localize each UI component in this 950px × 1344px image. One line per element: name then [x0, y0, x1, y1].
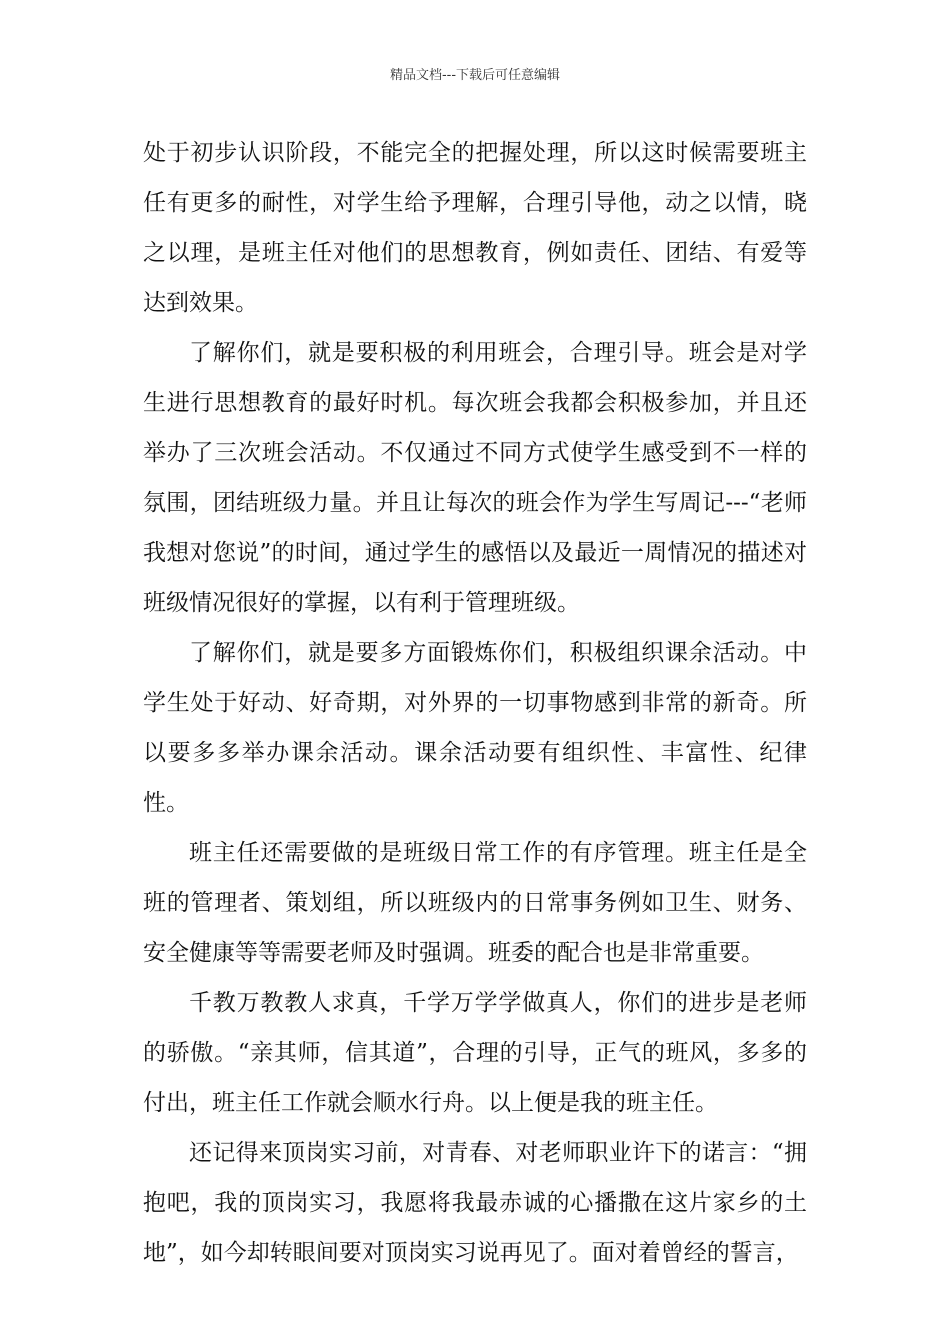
paragraph-5: 千教万教教人求真，千学万学学做真人，你们的进步是老师的骄傲。“亲其师，信其道”，合理的引导，正气的班风，多多的付出，班主任工作就会顺水行舟。以上便是我的班主任。 — [143, 990, 807, 1116]
paragraph-3: 了解你们，就是要多方面锻炼你们，积极组织课余活动。中学生处于好动、好奇期，对外界的一切事物感到非常的新奇。所以要多多举办课余活动。课余活动要有组织性、丰富性、纪律性。 — [143, 640, 807, 816]
page-header: 精品文档---下载后可任意编辑 — [389, 68, 561, 83]
paragraph-4: 班主任还需要做的是班级日常工作的有序管理。班主任是全班的管理者、策划组，所以班级内的日常事务例如卫生、财务、安全健康等等需要老师及时强调。班委的配合也是非常重要。 — [143, 840, 807, 966]
paragraph-6: 还记得来顶岗实习前，对青春、对老师职业许下的诺言：“拥抱吧，我的顶岗实习，我愿将我最赤诚的心播撒在这片家乡的土地”，如今却转眼间要对顶岗实习说再见了。面对着曾经的誓言， — [143, 1140, 807, 1266]
paragraph-2: 了解你们，就是要积极的利用班会，合理引导。班会是对学生进行思想教育的最好时机。每次班会我都会积极参加，并且还举办了三次班会活动。不仅通过不同方式使学生感受到不一样的氛围，团结班级力量。并且让每次的班会作为学生写周记---“老师我想对您说”的时间，通过学生的感悟以及最近一周情况的描述对班级情况很好的掌握，以有利于管理班级。 — [143, 340, 807, 616]
document-body — [143, 128, 807, 1278]
paragraph-1: 处于初步认识阶段，不能完全的把握处理，所以这时候需要班主任有更多的耐性，对学生给予理解，合理引导他，动之以情，晓之以理，是班主任对他们的思想教育，例如责任、团结、有爱等达到效果。 — [143, 140, 807, 316]
